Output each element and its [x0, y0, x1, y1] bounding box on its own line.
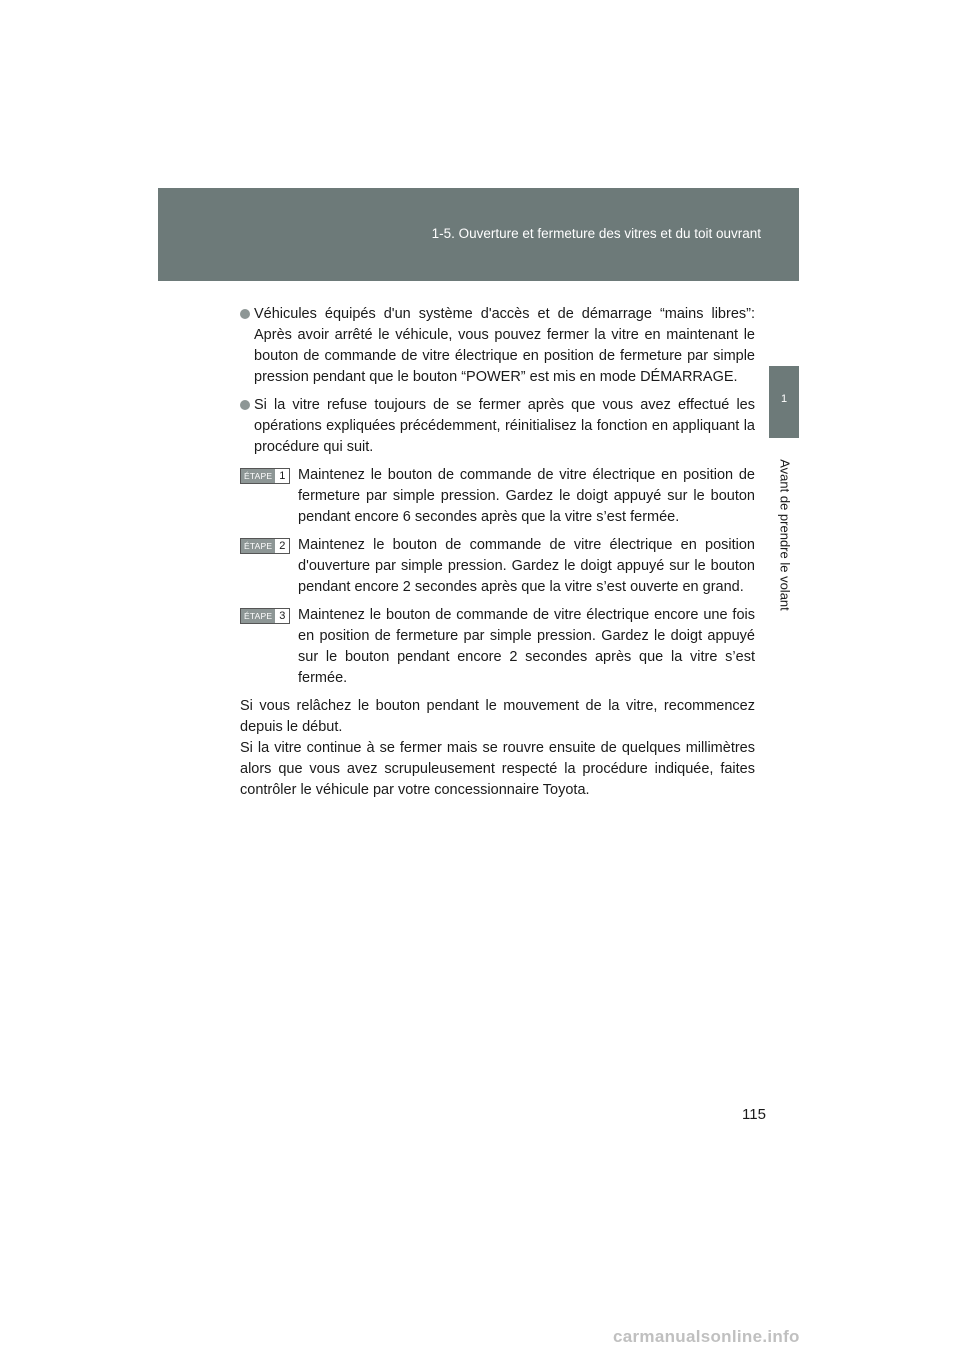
- step-badge-number: 1: [275, 469, 289, 483]
- step-badge: [240, 608, 290, 624]
- step-badge-label: ÉTAPE: [241, 469, 275, 483]
- step-badge-number: 2: [275, 539, 289, 553]
- step-badge: [240, 538, 290, 554]
- chapter-tab: [769, 366, 799, 438]
- body-paragraph: Si la vitre continue à se fermer mais se rouvre ensuite de quelques millimètres alors que vous avez scrupuleusement respecté la procédure indiquée, faites contrôler le véhicule par votre concessionnaire Toyota.: [240, 740, 755, 798]
- section-header: [158, 188, 799, 281]
- bullet-text: Véhicules équipés d'un système d'accès et de démarrage “mains libres”: Après avoir arrêté le véhicule, vous pouvez fermer la vitre en maintenant le bouton de commande de vitre électrique en position de fermeture par simple pression pendant que le bouton “POWER” est mis en mode DÉMARRAGE.: [254, 306, 755, 385]
- bullet-item: [240, 304, 755, 388]
- step-badge-label: ÉTAPE: [241, 609, 275, 623]
- step-badge-label: ÉTAPE: [241, 539, 275, 553]
- chapter-number: 1: [780, 393, 788, 405]
- page-number: 115: [742, 1106, 766, 1123]
- circle-bullet-icon: [240, 309, 250, 319]
- step-text: Maintenez le bouton de commande de vitre électrique en position d'ouverture par simple pression. Gardez le doigt appuyé sur le bouton pendant encore 2 secondes après que la vitre s’est ouverte en grand.: [298, 537, 755, 595]
- bullet-text: Si la vitre refuse toujours de se fermer après que vous avez effectué les opérations expliquées précédemment, réinitialisez la fonction en appliquant la procédure qui suit.: [254, 397, 755, 455]
- circle-bullet-icon: [240, 400, 250, 410]
- chapter-label: Avant de prendre le volant: [777, 459, 793, 611]
- bullet-item: [240, 395, 755, 458]
- step-text: Maintenez le bouton de commande de vitre électrique en position de fermeture par simple pression. Gardez le doigt appuyé sur le bouton pendant encore 6 secondes après que la vitre s’est fermée.: [298, 467, 755, 525]
- step-item: [240, 535, 755, 598]
- step-text: Maintenez le bouton de commande de vitre électrique encore une fois en position de fermeture par simple pression. Gardez le doigt appuyé sur le bouton pendant encore 2 secondes après que la vitre s’est fermée.: [298, 607, 755, 686]
- step-item: [240, 465, 755, 528]
- body-paragraph: Si vous relâchez le bouton pendant le mouvement de la vitre, recommencez depuis le début.: [240, 698, 755, 735]
- section-title: 1-5. Ouverture et fermeture des vitres et du toit ouvrant: [431, 226, 761, 241]
- step-item: [240, 605, 755, 689]
- step-badge: [240, 468, 290, 484]
- watermark-logo: carmanualsonline.info: [613, 1327, 800, 1346]
- page-content: [240, 304, 755, 801]
- step-badge-number: 3: [275, 609, 289, 623]
